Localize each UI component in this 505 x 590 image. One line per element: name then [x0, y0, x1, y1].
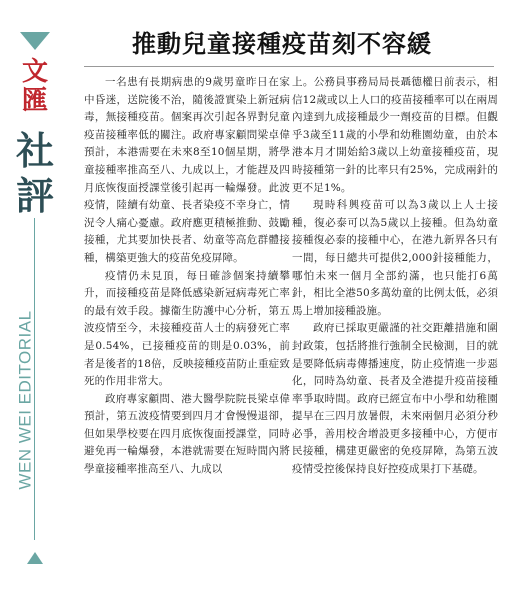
- paragraph: 政府專家顧問、港大醫學院院長梁卓偉預計，第五波疫情要到四月才會慢慢退卻，但如果學校要在四月底恢復面授課堂，同時避免再一輪爆發，本港就需要在短時間內將學童接種率推高至八、九成以: [84, 392, 290, 476]
- section-title: 社評: [15, 128, 54, 218]
- right-column: [292, 74, 498, 479]
- paragraph: 政府已採取更嚴謹的社交距離措施和圍封政策，包括將推行強制全民檢測，目的就是要降低病毒傳播速度，防止疫情進一步惡化，同時為幼童、長者及全港提升疫苗接種率爭取時間。政府已經宣布中小學和幼稚園提早在三四月放暑假，未來兩個月必須分秒必爭，善用校舍增設更多接種中心，方便市民接種，構建更嚴密的免疫屏障，為第五波疫情受控後保持良好控疫成果打下基礎。: [292, 322, 498, 476]
- vertical-english-label: WEN WEI EDITORIAL: [16, 310, 35, 490]
- pennant-decoration: [20, 32, 50, 50]
- paragraph: 上。公務員事務局局長聶德權日前表示，相信12歲或以上人口的疫苗接種率可以在兩周內達到九成接種最少一劑疫苗的目標。但觀乎3歲至11歲的小學和幼稚園幼童，由於本港本月才開始給3歲以上幼童接種疫苗，現時接種第一針的比率只有25%，完成兩針的更不足1%。: [292, 76, 498, 194]
- sidebar: [0, 0, 60, 590]
- headline-rule: [84, 66, 494, 67]
- brand-logo: 文匯: [21, 57, 48, 116]
- vertical-label-box: [16, 300, 36, 500]
- headline: 推動兒童接種疫苗刻不容緩: [132, 29, 432, 58]
- bottom-arrow-decoration: [27, 552, 43, 564]
- paragraph: 現時科興疫苗可以為3歲以上人士接種，復必泰可以為5歲以上接種。但為幼童接種復必泰的接種中心，在港九新界各只有一間，每日總共可提供2,000針接種能力，哪怕未來一個月全部約滿，也只能打6萬針，相比全港50多萬幼童的比例太低，必須馬上增加接種設施。: [292, 199, 498, 317]
- left-column: [84, 74, 290, 479]
- paragraph: 一名患有長期病患的9歲男童昨日在家中昏迷，送院後不治，隨後證實染上新冠病毒，無接種疫苗。個案再次引起各界對兒童疫苗接種率低的關注。政府專家顧問梁卓偉預計，本港需要在未來8至10個星期，將學童接種率推高至八、九成以上，才能趕及四月底恢復面授課堂後引起再一輪爆發。此波疫情，陸續有幼童、長者染疫不幸身亡，情況令人痛心憂慮。政府應更積極推動、鼓勵接種，尤其要加快長者、幼童等高危群體接種，構築更強大的疫苗免疫屏障。: [84, 76, 290, 264]
- paragraph: 疫情仍未見頂，每日確診個案持續攀升，而接種疫苗是降低感染新冠病毒死亡率的最有效手段。據衞生防護中心分析，第五波疫情至今，未接種疫苗人士的病發死亡率是0.54%，已接種疫苗的則是0.03%，前者是後者的18倍，反映接種疫苗防止重症致死的作用非常大。: [84, 269, 290, 388]
